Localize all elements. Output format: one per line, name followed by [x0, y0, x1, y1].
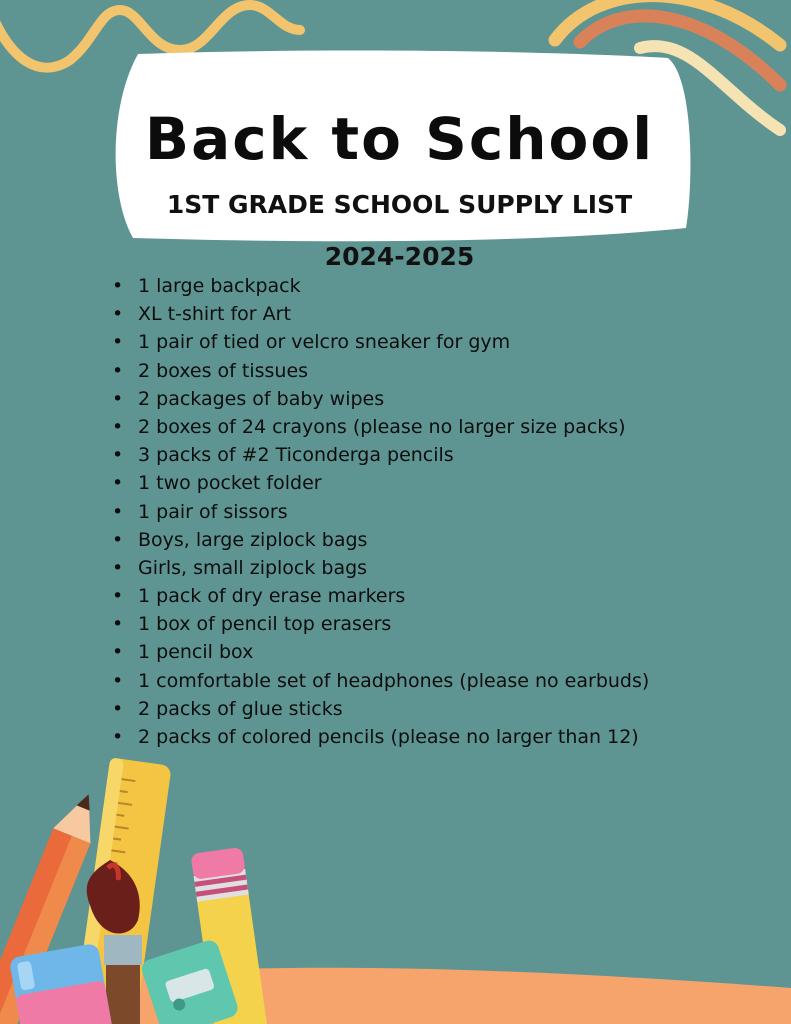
bullet: •: [112, 585, 124, 608]
list-item: [112, 385, 649, 413]
list-item: [112, 526, 649, 554]
bullet: •: [112, 387, 124, 410]
list-item: [112, 667, 649, 695]
bullet: •: [112, 613, 124, 636]
page-subtitle: 1ST GRADE SCHOOL SUPPLY LIST: [166, 190, 633, 219]
list-item-text: 1 comfortable set of headphones (please no earbuds): [138, 669, 650, 692]
list-item: [112, 498, 649, 526]
list-item-text: 2 boxes of 24 crayons (please no larger size packs): [138, 415, 626, 438]
bullet: •: [112, 669, 124, 692]
list-item-text: 1 two pocket folder: [138, 472, 322, 495]
bullet: •: [112, 500, 124, 523]
school-supplies-illustration: [0, 740, 791, 1024]
list-item-text: 1 pencil box: [138, 641, 254, 664]
list-item: [112, 469, 649, 497]
school-year: 2024-2025: [324, 242, 475, 271]
list-item-text: 1 pair of tied or velcro sneaker for gym: [138, 331, 511, 354]
list-item: [112, 554, 649, 582]
bullet: •: [112, 359, 124, 382]
list-item-text: 2 packs of colored pencils (please no larger than 12): [138, 726, 639, 748]
supply-list: [112, 272, 649, 751]
list-item-text: XL t-shirt for Art: [138, 303, 291, 326]
list-item: [112, 413, 649, 441]
bullet: •: [112, 444, 124, 467]
list-item: [112, 610, 649, 638]
list-item: [112, 638, 649, 666]
list-item-text: 2 boxes of tissues: [138, 359, 309, 382]
bullet: •: [112, 415, 124, 438]
list-item-text: Boys, large ziplock bags: [138, 528, 368, 551]
list-item: [112, 300, 649, 328]
bullet: •: [112, 697, 124, 720]
list-item-text: 3 packs of #2 Ticonderga pencils: [138, 444, 454, 467]
list-item: [112, 328, 649, 356]
bullet: •: [112, 556, 124, 579]
list-item: [112, 582, 649, 610]
list-item-text: Girls, small ziplock bags: [138, 556, 368, 579]
list-item: [112, 357, 649, 385]
bullet: •: [112, 528, 124, 551]
list-item: [112, 695, 649, 723]
list-item-text: 1 pack of dry erase markers: [138, 585, 406, 608]
list-item: [112, 272, 649, 300]
list-item-text: 2 packages of baby wipes: [138, 387, 385, 410]
list-item-text: 2 packs of glue sticks: [138, 697, 343, 720]
bullet: •: [112, 472, 124, 495]
page-title: Back to School: [144, 105, 655, 173]
bullet: •: [112, 331, 124, 354]
list-item-text: 1 pair of sissors: [138, 500, 288, 523]
bullet: •: [112, 641, 124, 664]
bullet: •: [112, 303, 124, 326]
list-item: [112, 441, 649, 469]
bullet: •: [112, 726, 124, 748]
list-item-text: 1 large backpack: [138, 275, 301, 297]
list-item-text: 1 box of pencil top erasers: [138, 613, 392, 636]
header-card: [108, 48, 691, 271]
bullet: •: [112, 275, 124, 297]
